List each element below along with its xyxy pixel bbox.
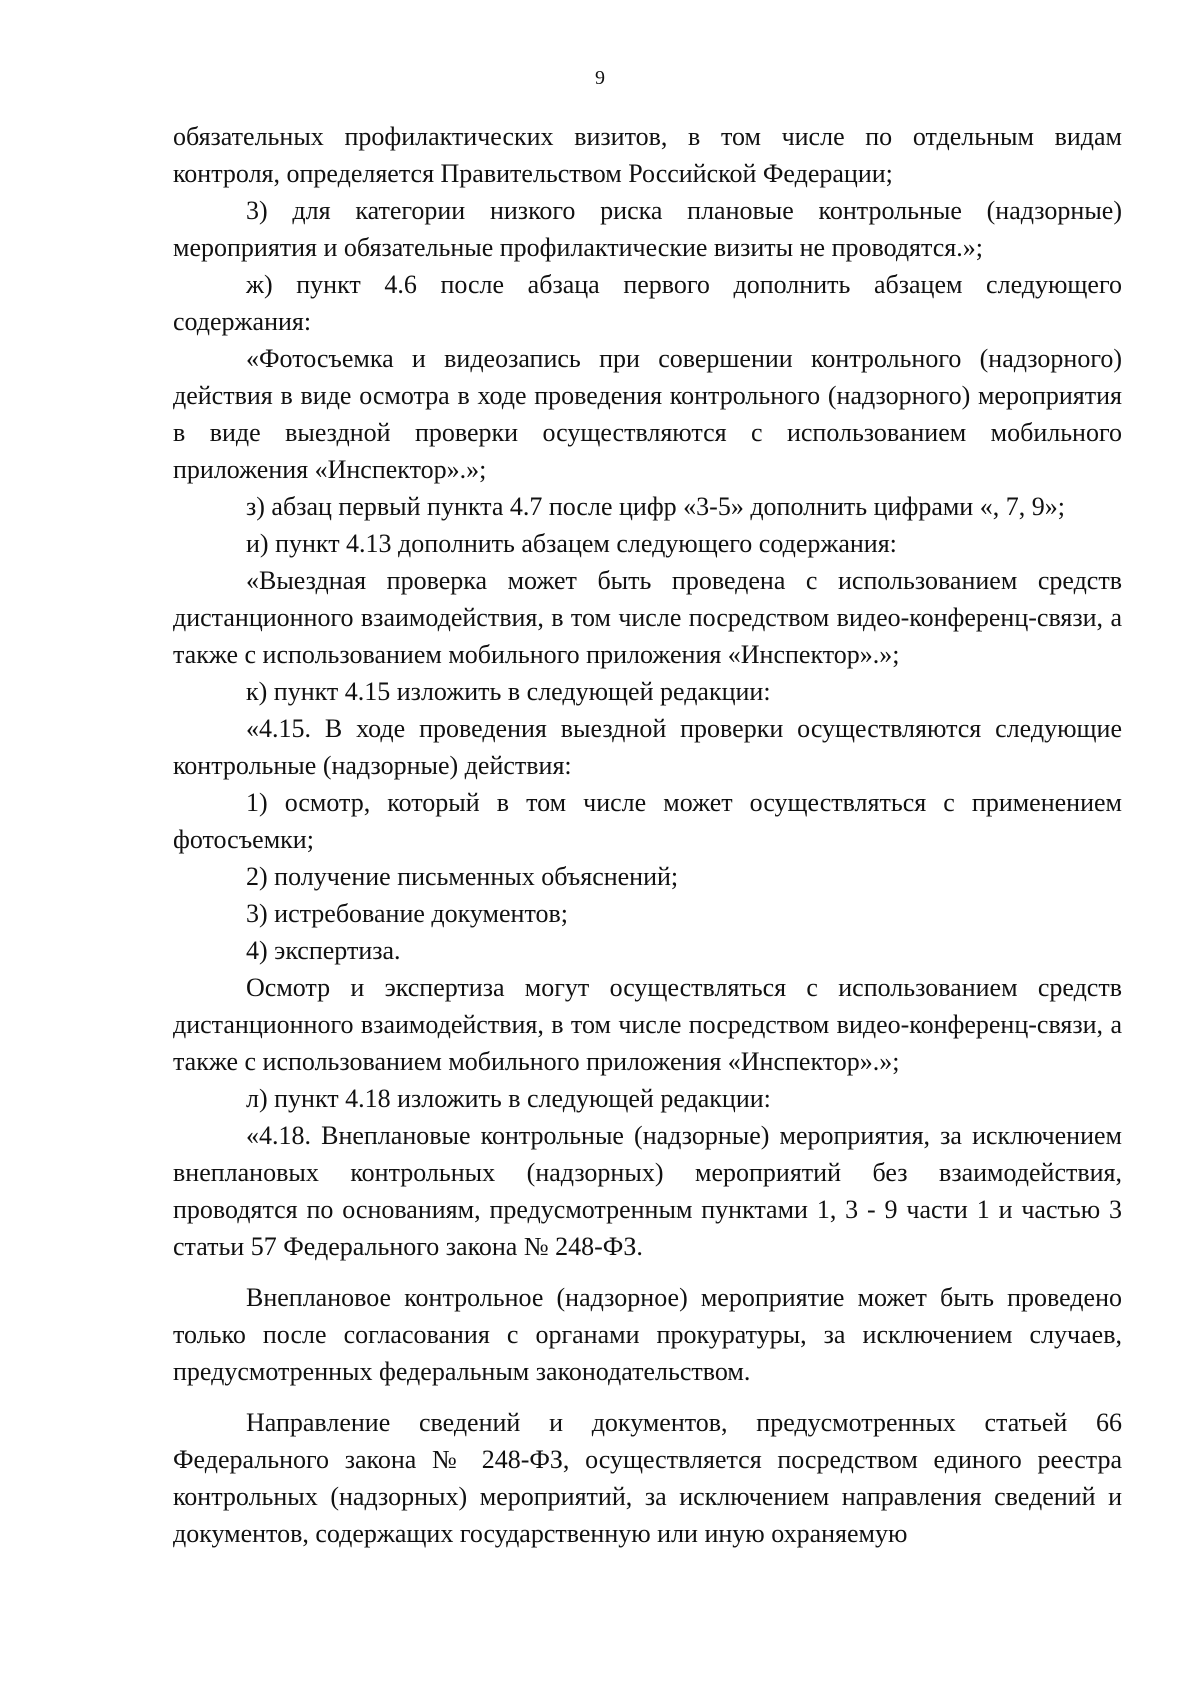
page-body: [173, 118, 1122, 1552]
paragraph: 1) осмотр, который в том числе может осуществляться с применением фотосъемки;: [173, 788, 1122, 854]
paragraph: 4) экспертиза.: [246, 936, 401, 965]
paragraph: «4.18. Внеплановые контрольные (надзорные) мероприятия, за исключением внеплановых контрольных (надзорных) мероприятий без взаимодействия, проводятся по основаниям, предусмотренным пунктами 1, 3 - 9 части 1 и частью 3 статьи 57 Федерального закона № 248-ФЗ.: [173, 1121, 1122, 1261]
paragraph: 2) получение письменных объяснений;: [246, 862, 679, 891]
paragraph: к) пункт 4.15 изложить в следующей редакции:: [246, 677, 771, 706]
paragraph: з) абзац первый пункта 4.7 после цифр «3-5» дополнить цифрами «, 7, 9»;: [246, 492, 1065, 521]
page-number: 9: [595, 67, 605, 89]
paragraph: 3) для категории низкого риска плановые контрольные (надзорные) мероприятия и обязательные профилактические визиты не проводятся.»;: [173, 196, 1122, 262]
paragraph: «Фотосъемка и видеозапись при совершении контрольного (надзорного) действия в виде осмотра в ходе проведения контрольного (надзорного) мероприятия в виде выездной проверки осуществляются с использованием мобильного приложения «Инспектор».»;: [173, 344, 1122, 484]
paragraph: Внеплановое контрольное (надзорное) мероприятие может быть проведено только после согласования с органами прокуратуры, за исключением случаев, предусмотренных федеральным законодательством.: [173, 1283, 1122, 1386]
paragraph: Направление сведений и документов, предусмотренных статьей 66 Федерального закона № 248-ФЗ, осуществляется посредством единого реестра контрольных (надзорных) мероприятий, за исключением направления сведений и документов, содержащих государственную или иную охраняемую: [173, 1408, 1122, 1548]
paragraph: ж) пункт 4.6 после абзаца первого дополнить абзацем следующего содержания:: [173, 270, 1122, 336]
paragraph: 3) истребование документов;: [246, 899, 568, 928]
paragraph: и) пункт 4.13 дополнить абзацем следующего содержания:: [246, 529, 897, 558]
paragraph: «Выездная проверка может быть проведена с использованием средств дистанционного взаимодействия, в том числе посредством видео-конференц-связи, а также с использованием мобильного приложения «Инспектор».»;: [173, 566, 1122, 669]
paragraph: обязательных профилактических визитов, в том числе по отдельным видам контроля, определяется Правительством Российской Федерации;: [173, 122, 1122, 188]
paragraph: л) пункт 4.18 изложить в следующей редакции:: [246, 1084, 771, 1113]
paragraph: Осмотр и экспертиза могут осуществляться с использованием средств дистанционного взаимодействия, в том числе посредством видео-конференц-связи, а также с использованием мобильного приложения «Инспектор».»;: [173, 973, 1122, 1076]
paragraph: «4.15. В ходе проведения выездной проверки осуществляются следующие контрольные (надзорные) действия:: [173, 714, 1122, 780]
